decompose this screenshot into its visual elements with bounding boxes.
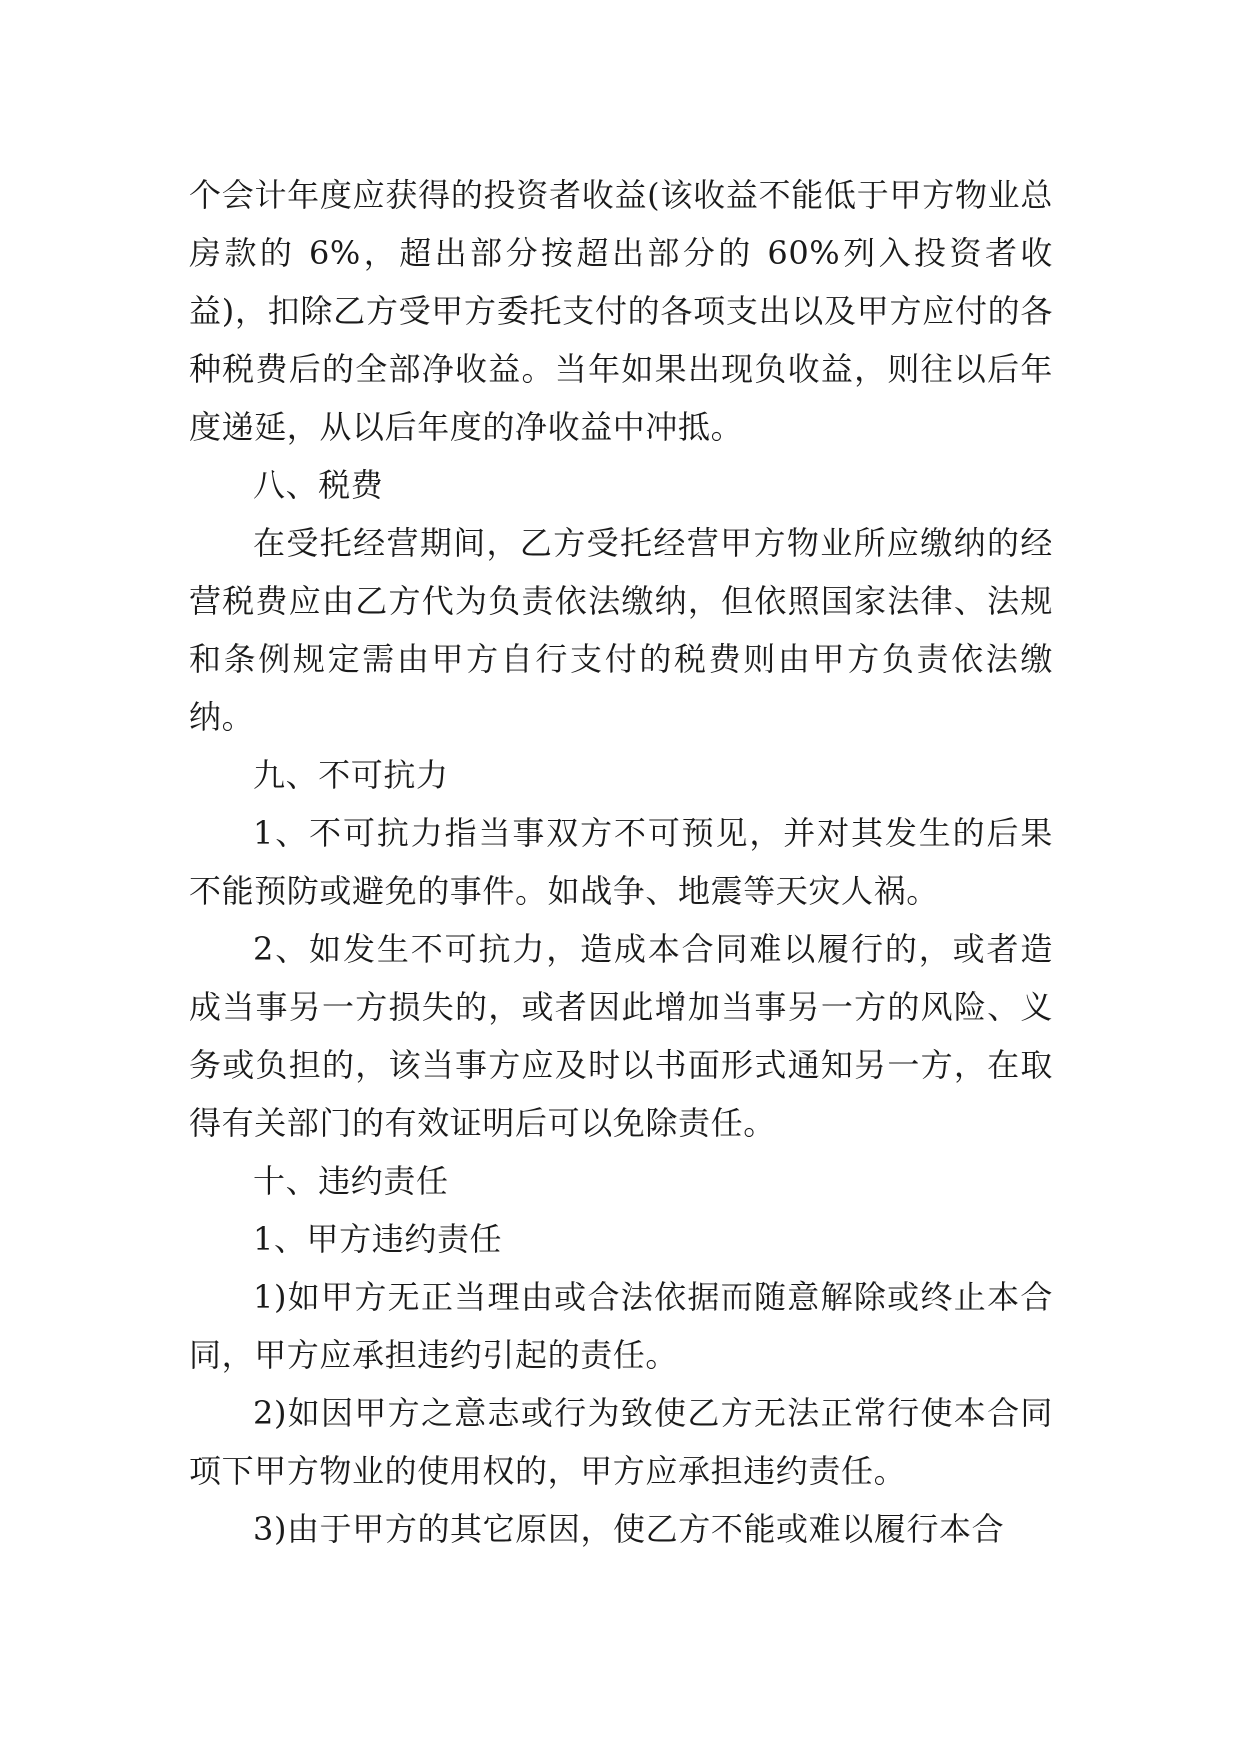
paragraph-liability-2: 2)如因甲方之意志或行为致使乙方无法正常行使本合同项下甲方物业的使用权的，甲方应承担违约责任。 <box>189 1394 1053 1490</box>
paragraph-taxes: 在受托经营期间，乙方受托经营甲方物业所应缴纳的经营税费应由乙方代为负责依法缴纳，但依照国家法律、法规和条例规定需由甲方自行支付的税费则由甲方负责依法缴纳。 <box>189 524 1053 736</box>
paragraph-liability-3: 3)由于甲方的其它原因，使乙方不能或难以履行本合 <box>253 1510 1005 1548</box>
paragraph-liability-1: 1)如甲方无正当理由或合法依据而随意解除或终止本合同，甲方应承担违约引起的责任。 <box>189 1278 1053 1374</box>
section-heading-force-majeure: 九、不可抗力 <box>253 756 449 794</box>
document-body <box>189 166 1053 1558</box>
section-heading-liability: 十、违约责任 <box>253 1162 449 1200</box>
subheading-party-a-liability: 1、甲方违约责任 <box>253 1220 503 1258</box>
paragraph-investor-income: 个会计年度应获得的投资者收益(该收益不能低于甲方物业总房款的 6%，超出部分按超出部分的 60%列入投资者收益)，扣除乙方受甲方委托支付的各项支出以及甲方应付的各种税费后的全部净收益。当年如果出现负收益，则往以后年度递延，从以后年度的净收益中冲抵。 <box>189 176 1053 446</box>
section-heading-taxes: 八、税费 <box>253 466 384 504</box>
paragraph-force-majeure-1: 1、不可抗力指当事双方不可预见，并对其发生的后果不能预防或避免的事件。如战争、地震等天灾人祸。 <box>189 814 1053 910</box>
paragraph-force-majeure-2: 2、如发生不可抗力，造成本合同难以履行的，或者造成当事另一方损失的，或者因此增加当事另一方的风险、义务或负担的，该当事方应及时以书面形式通知另一方，在取得有关部门的有效证明后可以免除责任。 <box>189 930 1053 1142</box>
